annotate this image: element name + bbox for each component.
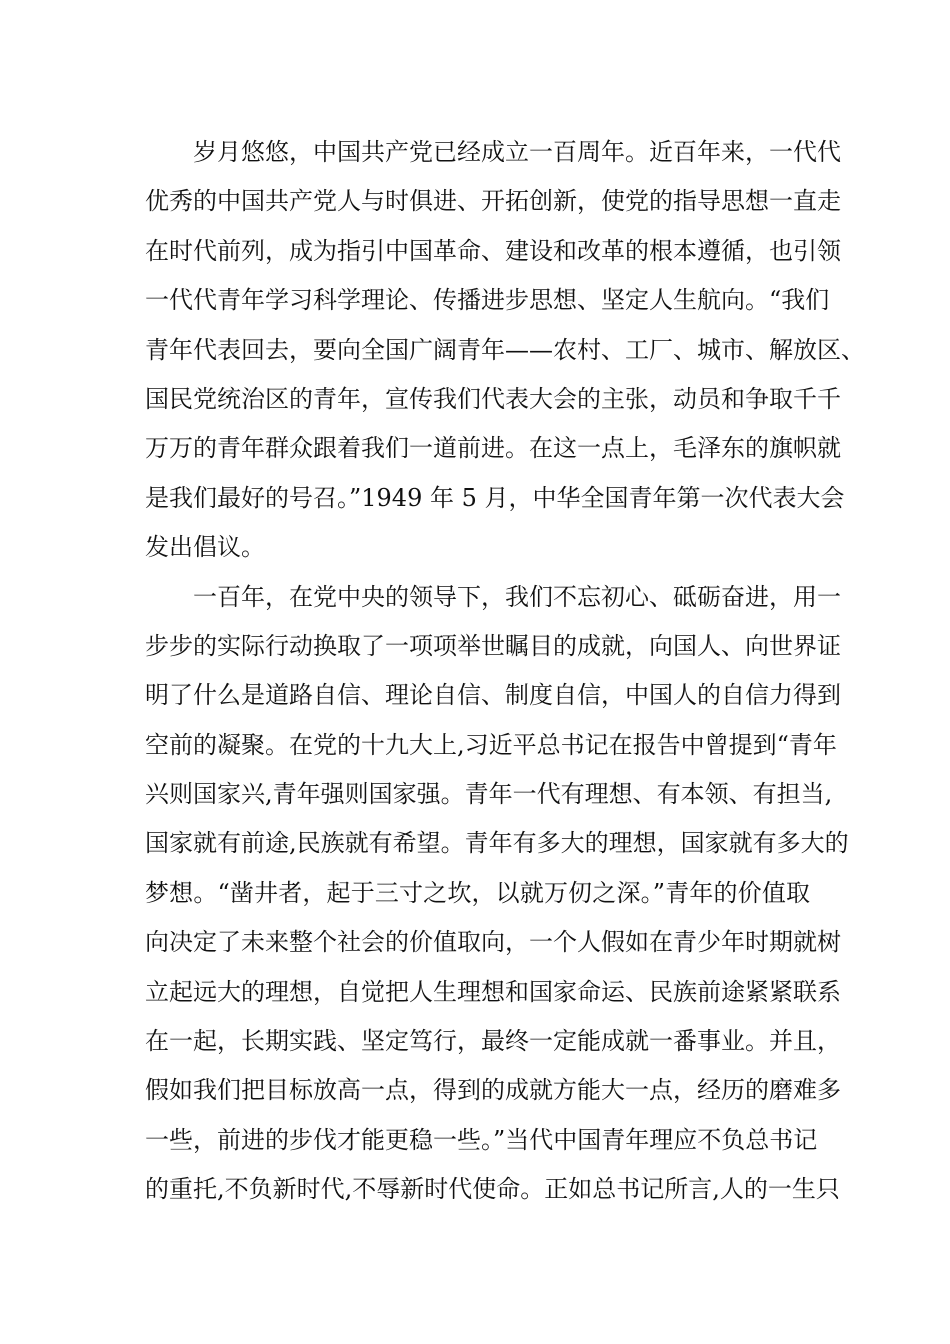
paragraph-1-line-9: 发出倡议。 [145,533,265,562]
paragraph-2-line-5: 兴则国家兴,青年强则国家强。青年一代有理想、有本领、有担当, [145,780,833,809]
paragraph-2-line-9: 立起远大的理想，自觉把人生理想和国家命运、民族前途紧紧联系 [145,977,841,1006]
paragraph-2-line-12: 一些，前进的步伐才能更稳一些。”当代中国青年理应不负总书记 [145,1125,818,1154]
paragraph-2-line-13: 的重托,不负新时代,不辱新时代使命。正如总书记所言,人的一生只 [145,1175,840,1204]
paragraph-2-line-2: 步步的实际行动换取了一项项举世瞩目的成就，向国人、向世界证 [145,631,841,660]
paragraph-1-line-1: 岁月悠悠，中国共产党已经成立一百周年。近百年来，一代代 [193,138,841,166]
paragraph-1-line-7: 万万的青年群众跟着我们一道前进。在这一点上，毛泽东的旗帜就 [145,434,841,463]
paragraph-2-line-6: 国家就有前途,民族就有希望。青年有多大的理想，国家就有多大的 [145,829,849,858]
paragraph-1-line-2: 优秀的中国共产党人与时俱进、开拓创新，使党的指导思想一直走 [145,187,841,216]
paragraph-2-line-10: 在一起，长期实践、坚定笃行，最终一定能成就一番事业。并且， [145,1027,841,1056]
paragraph-2-line-8: 向决定了未来整个社会的价值取向，一个人假如在青少年时期就树 [145,928,841,957]
paragraph-1-line-3: 在时代前列，成为指引中国革命、建设和改革的根本遵循，也引领 [145,236,841,265]
paragraph-2-line-1: 一百年，在党中央的领导下，我们不忘初心、砥砺奋进，用一 [193,582,841,611]
paragraph-1-line-6: 国民党统治区的青年，宣传我们代表大会的主张，动员和争取千千 [145,384,841,413]
paragraph-2-line-3: 明了什么是道路自信、理论自信、制度自信，中国人的自信力得到 [145,681,841,710]
document-body [145,128,865,1215]
paragraph-1-line-8: 是我们最好的号召。”1949 年 5 月，中华全国青年第一次代表大会 [145,483,845,512]
paragraph-2-line-7: 梦想。“凿井者，起于三寸之坎，以就万仞之深。”青年的价值取 [145,878,810,907]
paragraph-2-line-4: 空前的凝聚。在党的十九大上,习近平总书记在报告中曾提到“青年 [145,730,837,759]
paragraph-2-line-11: 假如我们把目标放高一点，得到的成就方能大一点，经历的磨难多 [145,1076,841,1105]
paragraph-1-line-5: 青年代表回去，要向全国广阔青年——农村、工厂、城市、解放区、 [145,335,865,364]
paragraph-1-line-4: 一代代青年学习科学理论、传播进步思想、坚定人生航向。“我们 [145,286,830,315]
